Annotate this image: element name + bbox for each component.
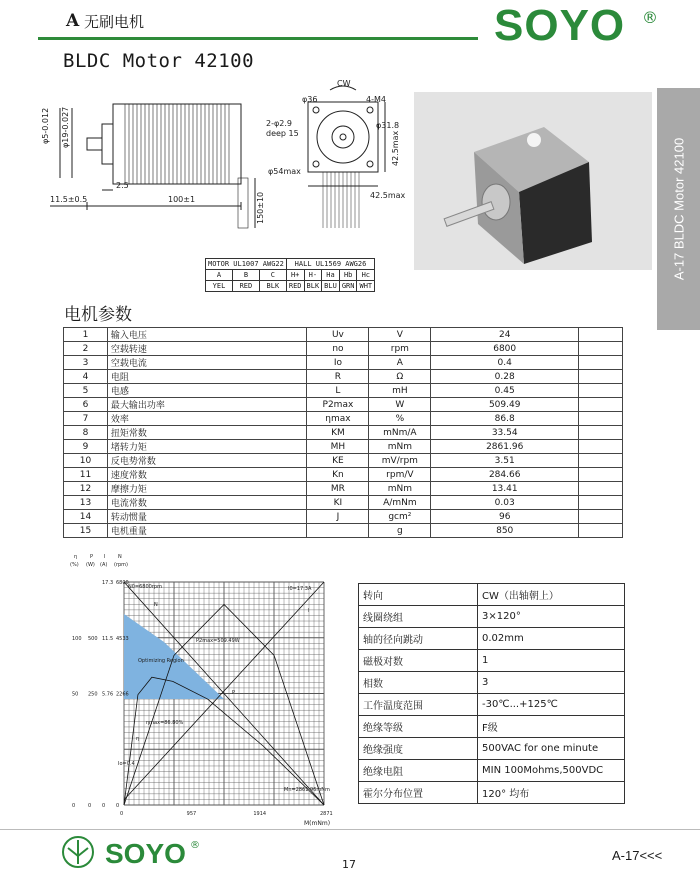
param-no: 6 [64, 398, 108, 412]
chart-annotation: Optimizing Region [138, 658, 184, 664]
spec-value: 0.02mm [478, 628, 625, 650]
dim-hole-depth: deep 15 [266, 129, 299, 138]
page-number: 17 [342, 858, 356, 871]
dimension-drawing [40, 78, 410, 268]
chart-annotation: N0=6800rpm [128, 584, 162, 590]
spec-value: 3 [478, 672, 625, 694]
spec-row [359, 760, 625, 782]
param-val: 13.41 [431, 482, 579, 496]
spec-row [359, 584, 625, 606]
dim-frame-height: 42.5max [391, 130, 400, 166]
param-sym [307, 524, 369, 538]
spec-value: F级 [478, 716, 625, 738]
wire-color: RED [286, 281, 304, 292]
chart-annotation: η [136, 736, 140, 742]
left-tick-label: 5.76 [102, 691, 114, 698]
wire-color-row [206, 281, 375, 292]
spec-key: 转向 [359, 584, 478, 606]
param-name: 堵转力矩 [107, 440, 307, 454]
axis-unit: (rpm) [114, 562, 129, 568]
spec-value: 120° 均布 [478, 782, 625, 804]
spec-value: MIN 100Mohms,500VDC [478, 760, 625, 782]
param-blank [579, 524, 623, 538]
param-sym: MR [307, 482, 369, 496]
wire-signal: C [259, 270, 286, 281]
param-name: 摩擦力矩 [107, 482, 307, 496]
param-unit: A/mNm [369, 496, 431, 510]
brand-registered-mark: ® [642, 8, 658, 27]
chart-annotation: Mn=2861.96mNm [284, 787, 330, 793]
param-val: 0.28 [431, 370, 579, 384]
left-tick-label: 500 [88, 635, 98, 642]
spec-key: 相数 [359, 672, 478, 694]
param-blank [579, 370, 623, 384]
param-val: 24 [431, 328, 579, 342]
x-tick-label: 957 [186, 811, 197, 817]
param-unit: mNm/A [369, 426, 431, 440]
param-val: 3.51 [431, 454, 579, 468]
param-row [64, 426, 623, 440]
axis-header: η [74, 554, 78, 560]
wire-color: BLK [304, 281, 322, 292]
param-name: 空载转速 [107, 342, 307, 356]
param-name: 转动惯量 [107, 510, 307, 524]
param-no: 1 [64, 328, 108, 342]
wire-color: YEL [206, 281, 233, 292]
param-val: 6800 [431, 342, 579, 356]
param-blank [579, 398, 623, 412]
param-unit: rpm/V [369, 468, 431, 482]
chart-annotation: Io=0.4 [118, 761, 135, 767]
param-val: 0.45 [431, 384, 579, 398]
dim-shaft-length: 11.5±0.5 [50, 195, 88, 204]
x-tick-label: 1914 [253, 811, 267, 817]
param-name: 输入电压 [107, 328, 307, 342]
param-unit: W [369, 398, 431, 412]
param-val: 509.49 [431, 398, 579, 412]
param-row [64, 356, 623, 370]
param-name: 最大输出功率 [107, 398, 307, 412]
param-row [64, 384, 623, 398]
param-no: 7 [64, 412, 108, 426]
param-row [64, 328, 623, 342]
spec-row [359, 672, 625, 694]
left-tick-label: 250 [88, 691, 98, 698]
param-row [64, 342, 623, 356]
spec-key: 工作温度范围 [359, 694, 478, 716]
chart-annotation: N [154, 602, 158, 608]
chart-annotation: P [232, 690, 236, 696]
wire-signal-row [206, 270, 375, 281]
param-name: 电感 [107, 384, 307, 398]
param-blank [579, 328, 623, 342]
param-unit: A [369, 356, 431, 370]
dim-body-length: 100±1 [168, 195, 196, 204]
param-blank [579, 342, 623, 356]
param-unit: mH [369, 384, 431, 398]
spec-row [359, 628, 625, 650]
param-sym: KE [307, 454, 369, 468]
param-blank [579, 440, 623, 454]
param-blank [579, 468, 623, 482]
param-unit: rpm [369, 342, 431, 356]
param-no: 12 [64, 482, 108, 496]
param-val: 284.66 [431, 468, 579, 482]
param-no: 10 [64, 454, 108, 468]
param-sym: P2max [307, 398, 369, 412]
dim-pilot-dia: φ19-0.027 [61, 106, 70, 148]
wire-color: RED [232, 281, 259, 292]
wire-head-hall: HALL UL1569 AWG26 [286, 259, 374, 270]
param-val: 96 [431, 510, 579, 524]
param-sym: MH [307, 440, 369, 454]
left-tick-label: 0 [116, 803, 120, 809]
left-tick-label: 17.3 [102, 580, 114, 586]
axis-header: I [104, 554, 106, 560]
param-no: 11 [64, 468, 108, 482]
param-row [64, 398, 623, 412]
spec-row [359, 716, 625, 738]
param-no: 15 [64, 524, 108, 538]
side-tab-label: A-17 BLDC Motor 42100 [671, 137, 686, 281]
footer-registered-mark: ® [190, 840, 200, 851]
spec-key: 线圈绕组 [359, 606, 478, 628]
spec-value: -30℃...+125℃ [478, 694, 625, 716]
param-sym: Uv [307, 328, 369, 342]
param-blank [579, 482, 623, 496]
param-name: 电阻 [107, 370, 307, 384]
param-no: 14 [64, 510, 108, 524]
param-val: 0.03 [431, 496, 579, 510]
param-no: 3 [64, 356, 108, 370]
param-no: 5 [64, 384, 108, 398]
spec-row [359, 782, 625, 804]
param-unit: mNm [369, 482, 431, 496]
wire-signal: H- [304, 270, 322, 281]
param-no: 2 [64, 342, 108, 356]
param-name: 电机重量 [107, 524, 307, 538]
wire-signal: Hc [357, 270, 375, 281]
param-sym: R [307, 370, 369, 384]
param-sym: KM [307, 426, 369, 440]
wire-color: WHT [357, 281, 375, 292]
param-no: 9 [64, 440, 108, 454]
left-tick-label: 50 [72, 691, 79, 698]
param-row [64, 412, 623, 426]
param-unit: mNm [369, 440, 431, 454]
param-name: 效率 [107, 412, 307, 426]
param-blank [579, 510, 623, 524]
left-tick-label: 0 [72, 803, 76, 809]
left-tick-label: 4533 [116, 635, 129, 642]
dim-frame-width: 42.5max [370, 191, 406, 200]
param-name: 反电势常数 [107, 454, 307, 468]
param-name: 空载电流 [107, 356, 307, 370]
spec-key: 绝缘等级 [359, 716, 478, 738]
left-tick-label: 6800 [116, 580, 129, 586]
wire-color: BLU [322, 281, 340, 292]
param-row [64, 370, 623, 384]
spec-key: 轴的径向跳动 [359, 628, 478, 650]
param-no: 8 [64, 426, 108, 440]
axis-header: P [90, 554, 94, 560]
left-tick-label: 100 [72, 635, 82, 642]
param-unit: Ω [369, 370, 431, 384]
param-row [64, 496, 623, 510]
spec-row [359, 606, 625, 628]
param-val: 2861.96 [431, 440, 579, 454]
wire-signal: B [232, 270, 259, 281]
param-sym: Kn [307, 468, 369, 482]
param-sym: KI [307, 496, 369, 510]
dim-shaft-dia: φ5-0.012 [41, 107, 50, 144]
param-no: 13 [64, 496, 108, 510]
param-unit: gcm² [369, 510, 431, 524]
param-blank [579, 426, 623, 440]
param-unit: % [369, 412, 431, 426]
spec-key: 磁极对数 [359, 650, 478, 672]
param-val: 86.8 [431, 412, 579, 426]
left-tick-label: 2266 [116, 691, 129, 698]
param-unit: V [369, 328, 431, 342]
param-row [64, 524, 623, 538]
dim-frame-dia: φ54max [268, 167, 301, 176]
param-row [64, 454, 623, 468]
model-title: BLDC Motor 42100 [63, 50, 255, 72]
left-tick-label: 0 [88, 803, 92, 809]
dim-bolt-circle: φ31.8 [376, 121, 400, 130]
spec-key: 绝缘电阻 [359, 760, 478, 782]
spec-value: CW（出轴朝上） [478, 584, 625, 606]
series-name: 无刷电机 [84, 13, 145, 31]
dim-flange-thickness: 2.5 [116, 181, 129, 190]
wire-color: BLK [259, 281, 286, 292]
chart-annotation: I [308, 608, 310, 614]
axis-unit: (%) [70, 562, 79, 568]
param-name: 速度常数 [107, 468, 307, 482]
param-blank [579, 496, 623, 510]
param-unit: g [369, 524, 431, 538]
axis-header: N [118, 554, 122, 560]
param-row [64, 468, 623, 482]
param-blank [579, 356, 623, 370]
param-row [64, 482, 623, 496]
footer-rule [0, 829, 700, 830]
x-axis-label: M(mNm) [304, 820, 331, 827]
dim-lead-length: 150±10 [256, 191, 265, 224]
param-val: 850 [431, 524, 579, 538]
axis-unit: (W) [86, 562, 95, 568]
brand-logo: SOYO [494, 1, 626, 50]
page-code: A-17<<< [612, 848, 663, 863]
wire-signal: A [206, 270, 233, 281]
spec-row [359, 694, 625, 716]
side-tab [657, 88, 700, 330]
dim-hole-dia: 2-φ2.9 [266, 119, 292, 128]
series-letter: A [66, 11, 80, 31]
param-unit: mV/rpm [369, 454, 431, 468]
wire-head-motor: MOTOR UL1007 AWG22 [206, 259, 287, 270]
left-tick-label: 0 [102, 803, 106, 809]
params-title: 电机参数 [64, 305, 132, 325]
x-tick-label: 0 [120, 811, 124, 817]
footer-brand-logo: SOYO [105, 838, 186, 869]
param-blank [579, 454, 623, 468]
header-rule [38, 37, 478, 40]
wire-signal: Ha [322, 270, 340, 281]
param-name: 电流常数 [107, 496, 307, 510]
dim-mount-holes: 4-M4 [366, 95, 386, 104]
wire-color: GRN [339, 281, 357, 292]
param-sym: J [307, 510, 369, 524]
spec-key: 绝缘强度 [359, 738, 478, 760]
wire-signal: Hb [339, 270, 357, 281]
param-name: 扭矩常数 [107, 426, 307, 440]
left-tick-label: 11.5 [102, 635, 114, 642]
soyo-emblem-icon [60, 834, 100, 870]
dim-boss-dia: φ36 [302, 95, 318, 104]
chart-annotation: P2max=509.49W [196, 638, 240, 644]
param-sym: ηmax [307, 412, 369, 426]
dim-rotation: CW [337, 79, 351, 88]
spec-value: 500VAC for one minute [478, 738, 625, 760]
param-val: 33.54 [431, 426, 579, 440]
spec-key: 霍尔分布位置 [359, 782, 478, 804]
spec-value: 3×120° [478, 606, 625, 628]
chart-annotation: ηmax=86.80% [146, 720, 184, 726]
param-blank [579, 412, 623, 426]
param-row [64, 510, 623, 524]
wire-signal: H+ [286, 270, 304, 281]
spec-table [358, 583, 625, 804]
param-sym: L [307, 384, 369, 398]
spec-value: 1 [478, 650, 625, 672]
x-tick-label: 2871 [320, 811, 333, 817]
param-sym: no [307, 342, 369, 356]
params-table [63, 327, 623, 538]
param-sym: Io [307, 356, 369, 370]
wire-color-table [205, 258, 375, 292]
param-val: 0.4 [431, 356, 579, 370]
chart-annotation: I0=17.3A [288, 586, 312, 592]
performance-chart [62, 552, 352, 827]
param-row [64, 440, 623, 454]
spec-row [359, 738, 625, 760]
param-blank [579, 384, 623, 398]
spec-row [359, 650, 625, 672]
motor-photo [414, 92, 652, 270]
param-no: 4 [64, 370, 108, 384]
axis-unit: (A) [100, 562, 108, 568]
